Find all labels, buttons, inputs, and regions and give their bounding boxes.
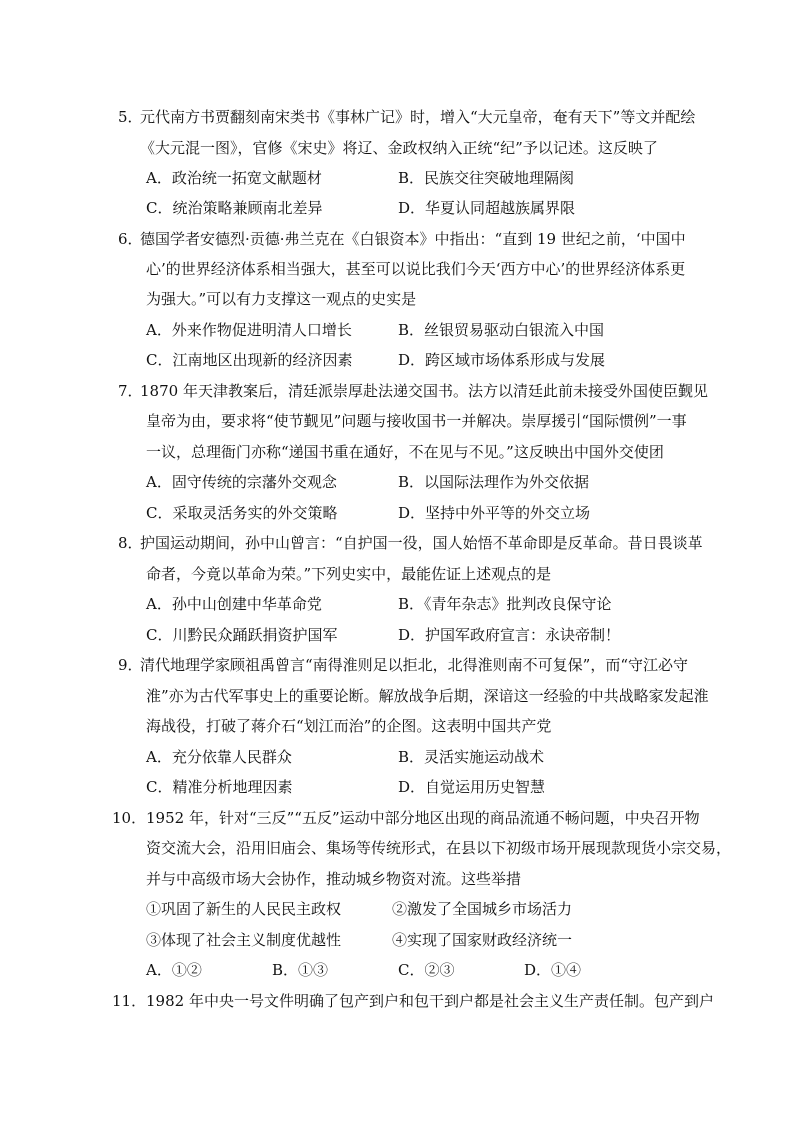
statement-item: ②激发了全国城乡市场活力 (392, 900, 573, 918)
question-stem-line: 海战役，打破了蒋介石“划江而治”的企图。这表明中国共产党 (146, 717, 552, 735)
question-stem-line: 护国运动期间，孙中山曾言：“自护国一役，国人始悟不革命即是反革命。昔日畏谈革 (140, 534, 703, 552)
option-c: C．②③ (398, 961, 455, 979)
question-stem-line: 元代南方书贾翻刻南宋类书《事林广记》时，增入“大元皇帝，奄有天下”等文并配绘 (140, 108, 696, 126)
option-c: C．采取灵活务实的外交策略 (146, 504, 338, 522)
question-stem-line: 并与中高级市场大会协作，推动城乡物资对流。这些举措 (146, 870, 522, 888)
option-d: D．①④ (524, 961, 582, 979)
question-stem-line: 为强大。”可以有力支撑这一观点的史实是 (146, 290, 417, 308)
question-stem-line: 淮”亦为古代军事史上的重要论断。解放战争后期，深谙这一经验的中共战略家发起淮 (146, 687, 709, 705)
question-stem-line: 皇帝为由，要求将“使节觐见”问题与接收国书一并解决。崇厚援引“国际惯例”一事 (146, 412, 687, 430)
option-d: D．自觉运用历史智慧 (398, 778, 546, 796)
option-b: B．灵活实施运动战术 (398, 748, 545, 766)
statement-item: ③体现了社会主义制度优越性 (146, 931, 342, 949)
option-a: A．孙中山创建中华革命党 (146, 595, 322, 613)
question-number: 5． (118, 108, 143, 126)
option-b: B．①③ (272, 961, 329, 979)
question-number: 6． (118, 230, 143, 248)
question-number: 10． (112, 809, 147, 827)
statement-item: ①巩固了新生的人民民主政权 (146, 900, 342, 918)
option-a: A．外来作物促进明清人口增长 (146, 321, 352, 339)
question-stem-line: 德国学者安德烈·贡德·弗兰克在《白银资本》中指出：“直到 19 世纪之前，‘中国中 (140, 230, 686, 248)
option-d: D．护国军政府宣言：永诀帝制！ (398, 626, 621, 644)
statement-item: ④实现了国家财政经济统一 (392, 931, 573, 949)
question-stem-line: 一议，总理衙门亦称“递国书重在通好，不在见与不见。”这反映出中国外交使团 (146, 443, 664, 461)
option-d: D．华夏认同超越族属界限 (398, 199, 576, 217)
question-stem-line: 1982 年中央一号文件明确了包产到户和包干到户都是社会主义生产责任制。包产到户 (146, 992, 714, 1010)
option-c: C．川黔民众踊跃捐资护国军 (146, 626, 338, 644)
option-b: B．以国际法理作为外交依据 (398, 473, 590, 491)
question-stem-line: 《大元混一图》，官修《宋史》将辽、金政权纳入正统“纪”予以记述。这反映了 (140, 139, 658, 157)
option-b: B．丝银贸易驱动白银流入中国 (398, 321, 605, 339)
option-b: B．民族交往突破地理隔阂 (398, 169, 575, 187)
option-c: C．精准分析地理因素 (146, 778, 293, 796)
question-stem-line: 资交流大会，沿用旧庙会、集场等传统形式，在县以下初级市场开展现款现货小宗交易， (146, 839, 732, 857)
option-d: D．坚持中外平等的外交立场 (398, 504, 591, 522)
question-number: 8． (118, 534, 143, 552)
option-b: B．《青年杂志》批判改良保守论 (398, 595, 612, 613)
option-a: A．固守传统的宗藩外交观念 (146, 473, 337, 491)
option-c: C．统治策略兼顾南北差异 (146, 199, 323, 217)
option-a: A．充分依靠人民群众 (146, 748, 292, 766)
option-d: D．跨区域市场体系形成与发展 (398, 351, 606, 369)
option-c: C．江南地区出现新的经济因素 (146, 351, 353, 369)
question-stem-line: 清代地理学家顾祖禹曾言“南得淮则足以拒北，北得淮则南不可复保”，而“守江必守 (140, 656, 689, 674)
question-number: 9． (118, 656, 143, 674)
question-stem-line: 1870 年天津教案后，清廷派崇厚赴法递交国书。法方以清廷此前未接受外国使臣觐见 (140, 382, 708, 400)
question-stem-line: 1952 年，针对“三反”“五反”运动中部分地区出现的商品流通不畅问题，中央召开物 (146, 809, 700, 827)
option-a: A．政治统一拓宽文献题材 (146, 169, 322, 187)
option-a: A．①② (146, 961, 202, 979)
question-stem-line: 心’的世界经济体系相当强大，甚至可以说比我们今天‘西方中心’的世界经济体系更 (146, 260, 686, 278)
question-number: 11． (112, 992, 147, 1010)
question-number: 7． (118, 382, 143, 400)
question-stem-line: 命者，今竟以革命为荣。”下列史实中，最能佐证上述观点的是 (146, 565, 552, 583)
